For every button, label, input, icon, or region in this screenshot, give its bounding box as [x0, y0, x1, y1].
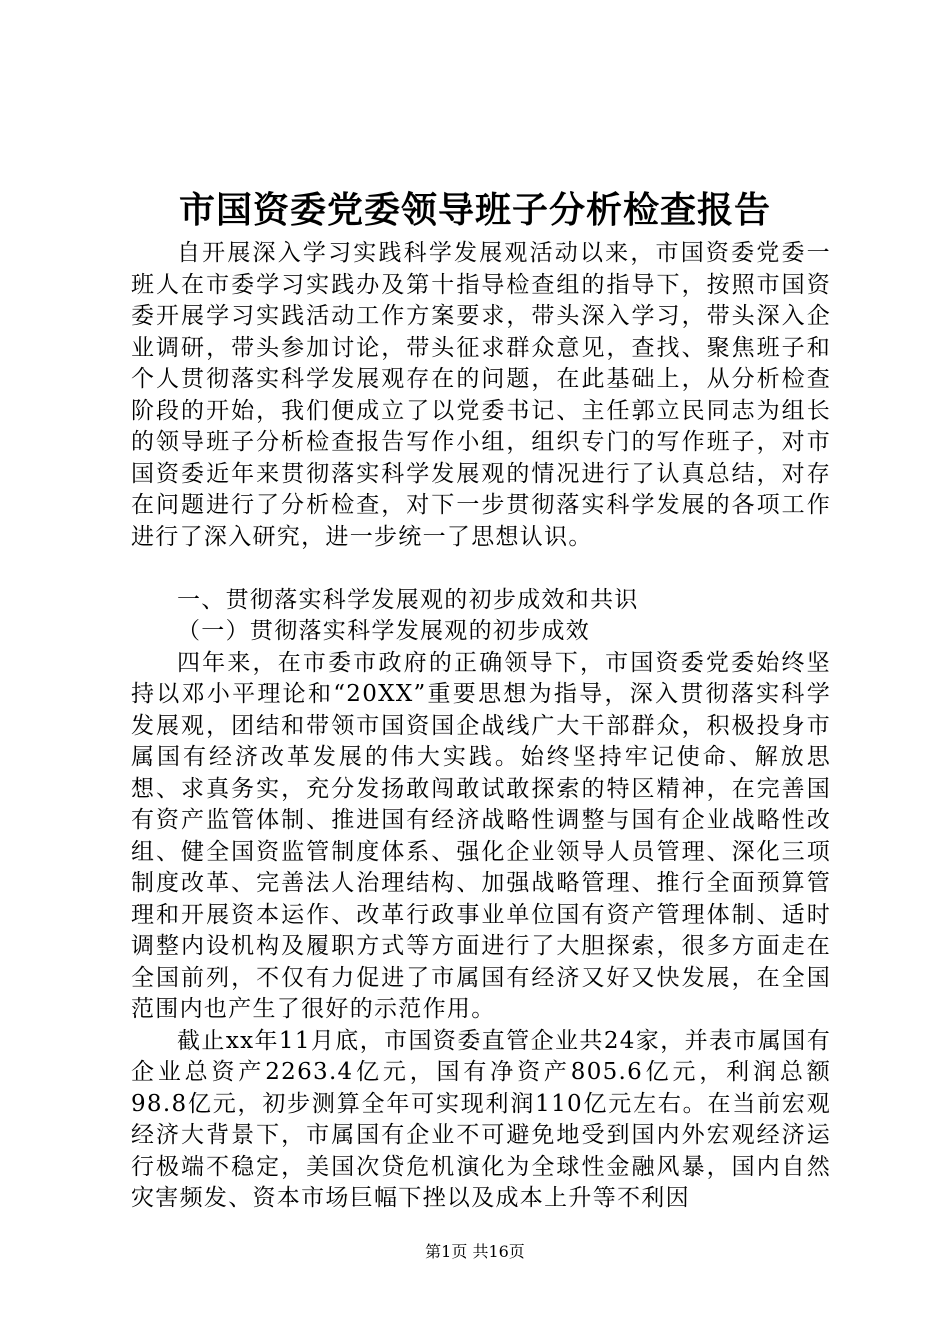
page-number-footer: 第1页 共16页 — [425, 1242, 525, 1261]
document-body — [131, 238, 831, 1215]
document-title: 市国资委党委领导班子分析检查报告 — [178, 189, 771, 231]
section-heading-1: 一、贯彻落实科学发展观的初步成效和共识 — [177, 586, 639, 613]
body-paragraph-achievements: 四年来，在市委市政府的正确领导下，市国资委党委始终坚持以邓小平理论和“20XX”重要思想为指导，深入贯彻落实科学发展观，团结和带领市国资国企战线广大干部群众，积极投身市属国有经济改革发展的伟大实践。始终坚持牢记使命、解放思想、求真务实，充分发扬敢闯敢试敢探索的特区精神，在完善国有资产监管体制、推进国有经济战略性调整与国有企业战略性改组、健全国资监管制度体系、强化企业领导人员管理、深化三项制度改革、完善法人治理结构、加强战略管理、推行全面预算管理和开展资本运作、改革行政事业单位国有资产管理体制、适时调整内设机构及履职方式等方面进行了大胆探索，很多方面走在全国前列，不仅有力促进了市属国有经济又好又快发展，在全国范围内也产生了很好的示范作用。 — [131, 649, 831, 1022]
subsection-heading-1: （一）贯彻落实科学发展观的初步成效 — [177, 618, 591, 644]
intro-paragraph: 自开展深入学习实践科学发展观活动以来，市国资委党委一班人在市委学习实践办及第十指导检查组的指导下，按照市国资委开展学习实践活动工作方案要求，带头深入学习，带头深入企业调研，带头参加讨论，带头征求群众意见，查找、聚焦班子和个人贯彻落实科学发展观存在的问题，在此基础上，从分析检查阶段的开始，我们便成立了以党委书记、主任郭立民同志为组长的领导班子分析检查报告写作小组，组织专门的写作班子，对市国资委近年来贯彻落实科学发展观的情况进行了认真总结，对存在问题进行了分析检查，对下一步贯彻落实科学发展的各项工作进行了深入研究，进一步统一了思想认识。 — [131, 240, 831, 550]
body-paragraph-statistics: 截止xx年11月底，市国资委直管企业共24家，并表市属国有企业总资产2263.4亿元，国有净资产805.6亿元，利润总额98.8亿元，初步测算全年可实现利润110亿元左右。在当前宏观经济大背景下，市属国有企业不可避免地受到国内外宏观经济运行极端不稳定，美国次贷危机演化为全球性金融风暴，国内自然灾害频发、资本市场巨幅下挫以及成本上升等不利因 — [131, 1027, 831, 1211]
